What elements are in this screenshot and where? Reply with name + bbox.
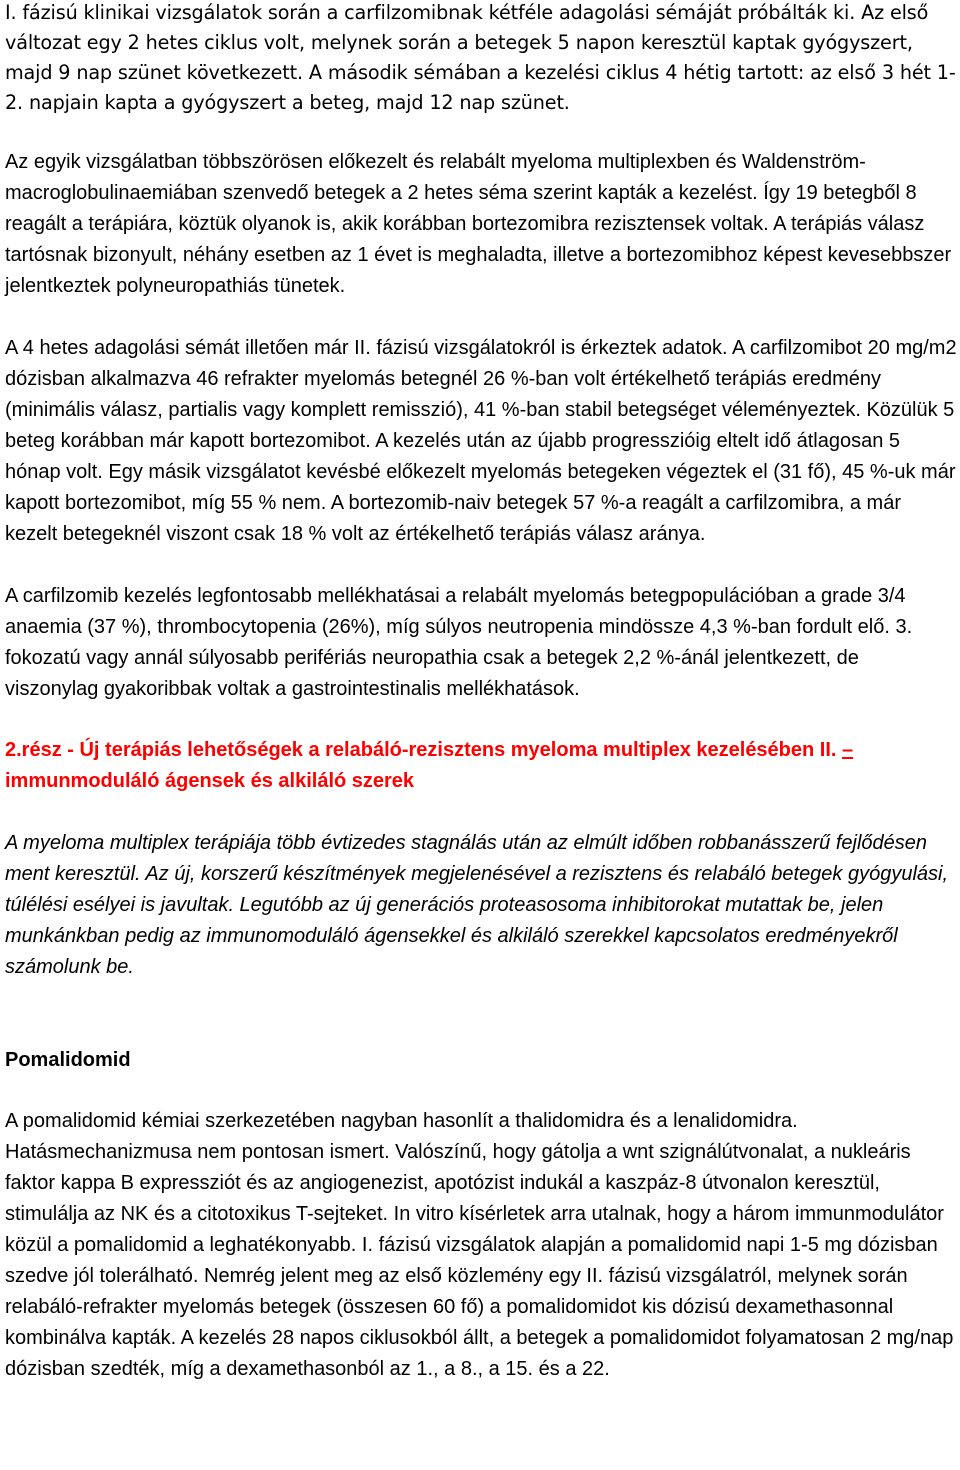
section-heading — [5, 735, 957, 797]
section-heading-main: 2.rész - Új terápiás lehetőségek a relabáló-rezisztens myeloma multiplex kezelésében II. — [5, 739, 837, 761]
intro-paragraph: I. fázisú klinikai vizsgálatok során a carfilzomibnak kétféle adagolási sémáját próbálták ki. Az első változat egy 2 hetes ciklus volt, melynek során a betegek 5 napon keresztül kaptak gyógyszert, majd 9 nap szünet következett. A második sémában a kezelési ciklus 4 hétig tartott: az első 3 hét 1-2. napjain kapta a gyógyszert a beteg, majd 12 nap szünet. — [5, 1, 956, 114]
paragraph-four-week-regimen: A 4 hetes adagolási sémát illetően már II. fázisú vizsgálatokról is érkeztek adatok. A carfilzomibot 20 mg/m2 dózisban alkalmazva 46 refrakter myelomás betegnél 26 %-ban volt értékelhető terápiás eredmény (minimális válasz, partialis vagy komplett remisszió), 41 %-ban stabil betegséget véleményeztek. Közülük 5 beteg korábban már kapott bortezomibot. A kezelés után az újabb progresszióig eltelt idő átlagosan 5 hónap volt. Egy másik vizsgálatot kevésbé előkezelt myelomás betegeken végeztek el (31 fő), 45 %-uk már kapott bortezomibot, míg 55 % nem. A bortezomib-naiv betegek 57 %-a reagált a carfilzomibra, a már kezelt betegeknél viszont csak 18 % volt az értékelhető terápiás válasz aránya. — [5, 337, 957, 545]
italic-introduction: A myeloma multiplex terápiája több évtizedes stagnálás után az elmúlt időben robbanásszerű fejlődésen ment keresztül. Az új, korszerű készítmények megjelenésével a rezisztens és relabáló betegek gyógyulási, túlélési esélyei is javultak. Legutóbb az új generációs proteasosoma inhibitorokat mutattak be, jelen munkánkban pedig az immunomoduláló ágensekkel és alkiláló szerekkel kapcsolatos eredményekről számolunk be. — [5, 832, 949, 978]
section-heading-second-line: immunmoduláló ágensek és alkiláló szerek — [5, 770, 415, 792]
pomalidomid-heading: Pomalidomid — [5, 1049, 131, 1071]
paragraph-two-week-regimen: Az egyik vizsgálatban többszörösen előkezelt és relabált myeloma multiplexben és Waldenström-macroglobulinaemiában szenvedő betegek a 2 hetes séma szerint kapták a kezelést. Így 19 betegből 8 reagált a terápiára, köztük olyanok is, akik korábban bortezomibra rezisztensek voltak. A terápiás válasz tartósnak bizonyult, néhány esetben az 1 évet is meghaladta, illetve a bortezomibhoz képest kevesebbszer jelentkeztek polyneuropathiás tünetek. — [5, 151, 952, 297]
paragraph-pomalidomid: A pomalidomid kémiai szerkezetében nagyban hasonlít a thalidomidra és a lenalidomidra. Hatásmechanizmusa nem pontosan ismert. Valószínű, hogy gátolja a wnt szignálútvonalat, a nukleáris faktor kappa B expressziót és az angiogenezist, apotózist indukál a kaszpáz-8 útvonalon keresztül, stimulálja az NK és a citotoxikus T-sejteket. In vitro kísérletek arra utalnak, hogy a három immunmodulátor közül a pomalidomid a leghatékonyabb. I. fázisú vizsgálatok alapján a pomalidomid napi 1-5 mg dózisban szedve jól tolerálható. Nemrég jelent meg az első közlemény egy II. fázisú vizsgálatról, melynek során relabáló-refrakter myelomás betegek (összesen 60 fő) a pomalidomidot kis dózisú dexamethasonnal kombinálva kapták. A kezelés 28 napos ciklusokból állt, a betegek a pomalidomidot folyamatosan 2 mg/nap dózisban szedték, míg a dexamethasonból az 1., a 8., a 15. és a 22. — [5, 1110, 954, 1380]
section-heading-dash: – — [842, 739, 854, 761]
paragraph-side-effects: A carfilzomib kezelés legfontosabb mellékhatásai a relabált myelomás betegpopulációban a grade 3/4 anaemia (37 %), thrombocytopenia (26%), míg súlyos neutropenia mindössze 4,3 %-ban fordult elő. 3. fokozatú vagy annál súlyosabb perifériás neuropathia csak a betegek 2,2 %-ánál jelentkezett, de viszonylag gyakoribbak voltak a gastrointestinalis mellékhatások. — [5, 585, 913, 700]
document-page — [5, 0, 957, 1385]
